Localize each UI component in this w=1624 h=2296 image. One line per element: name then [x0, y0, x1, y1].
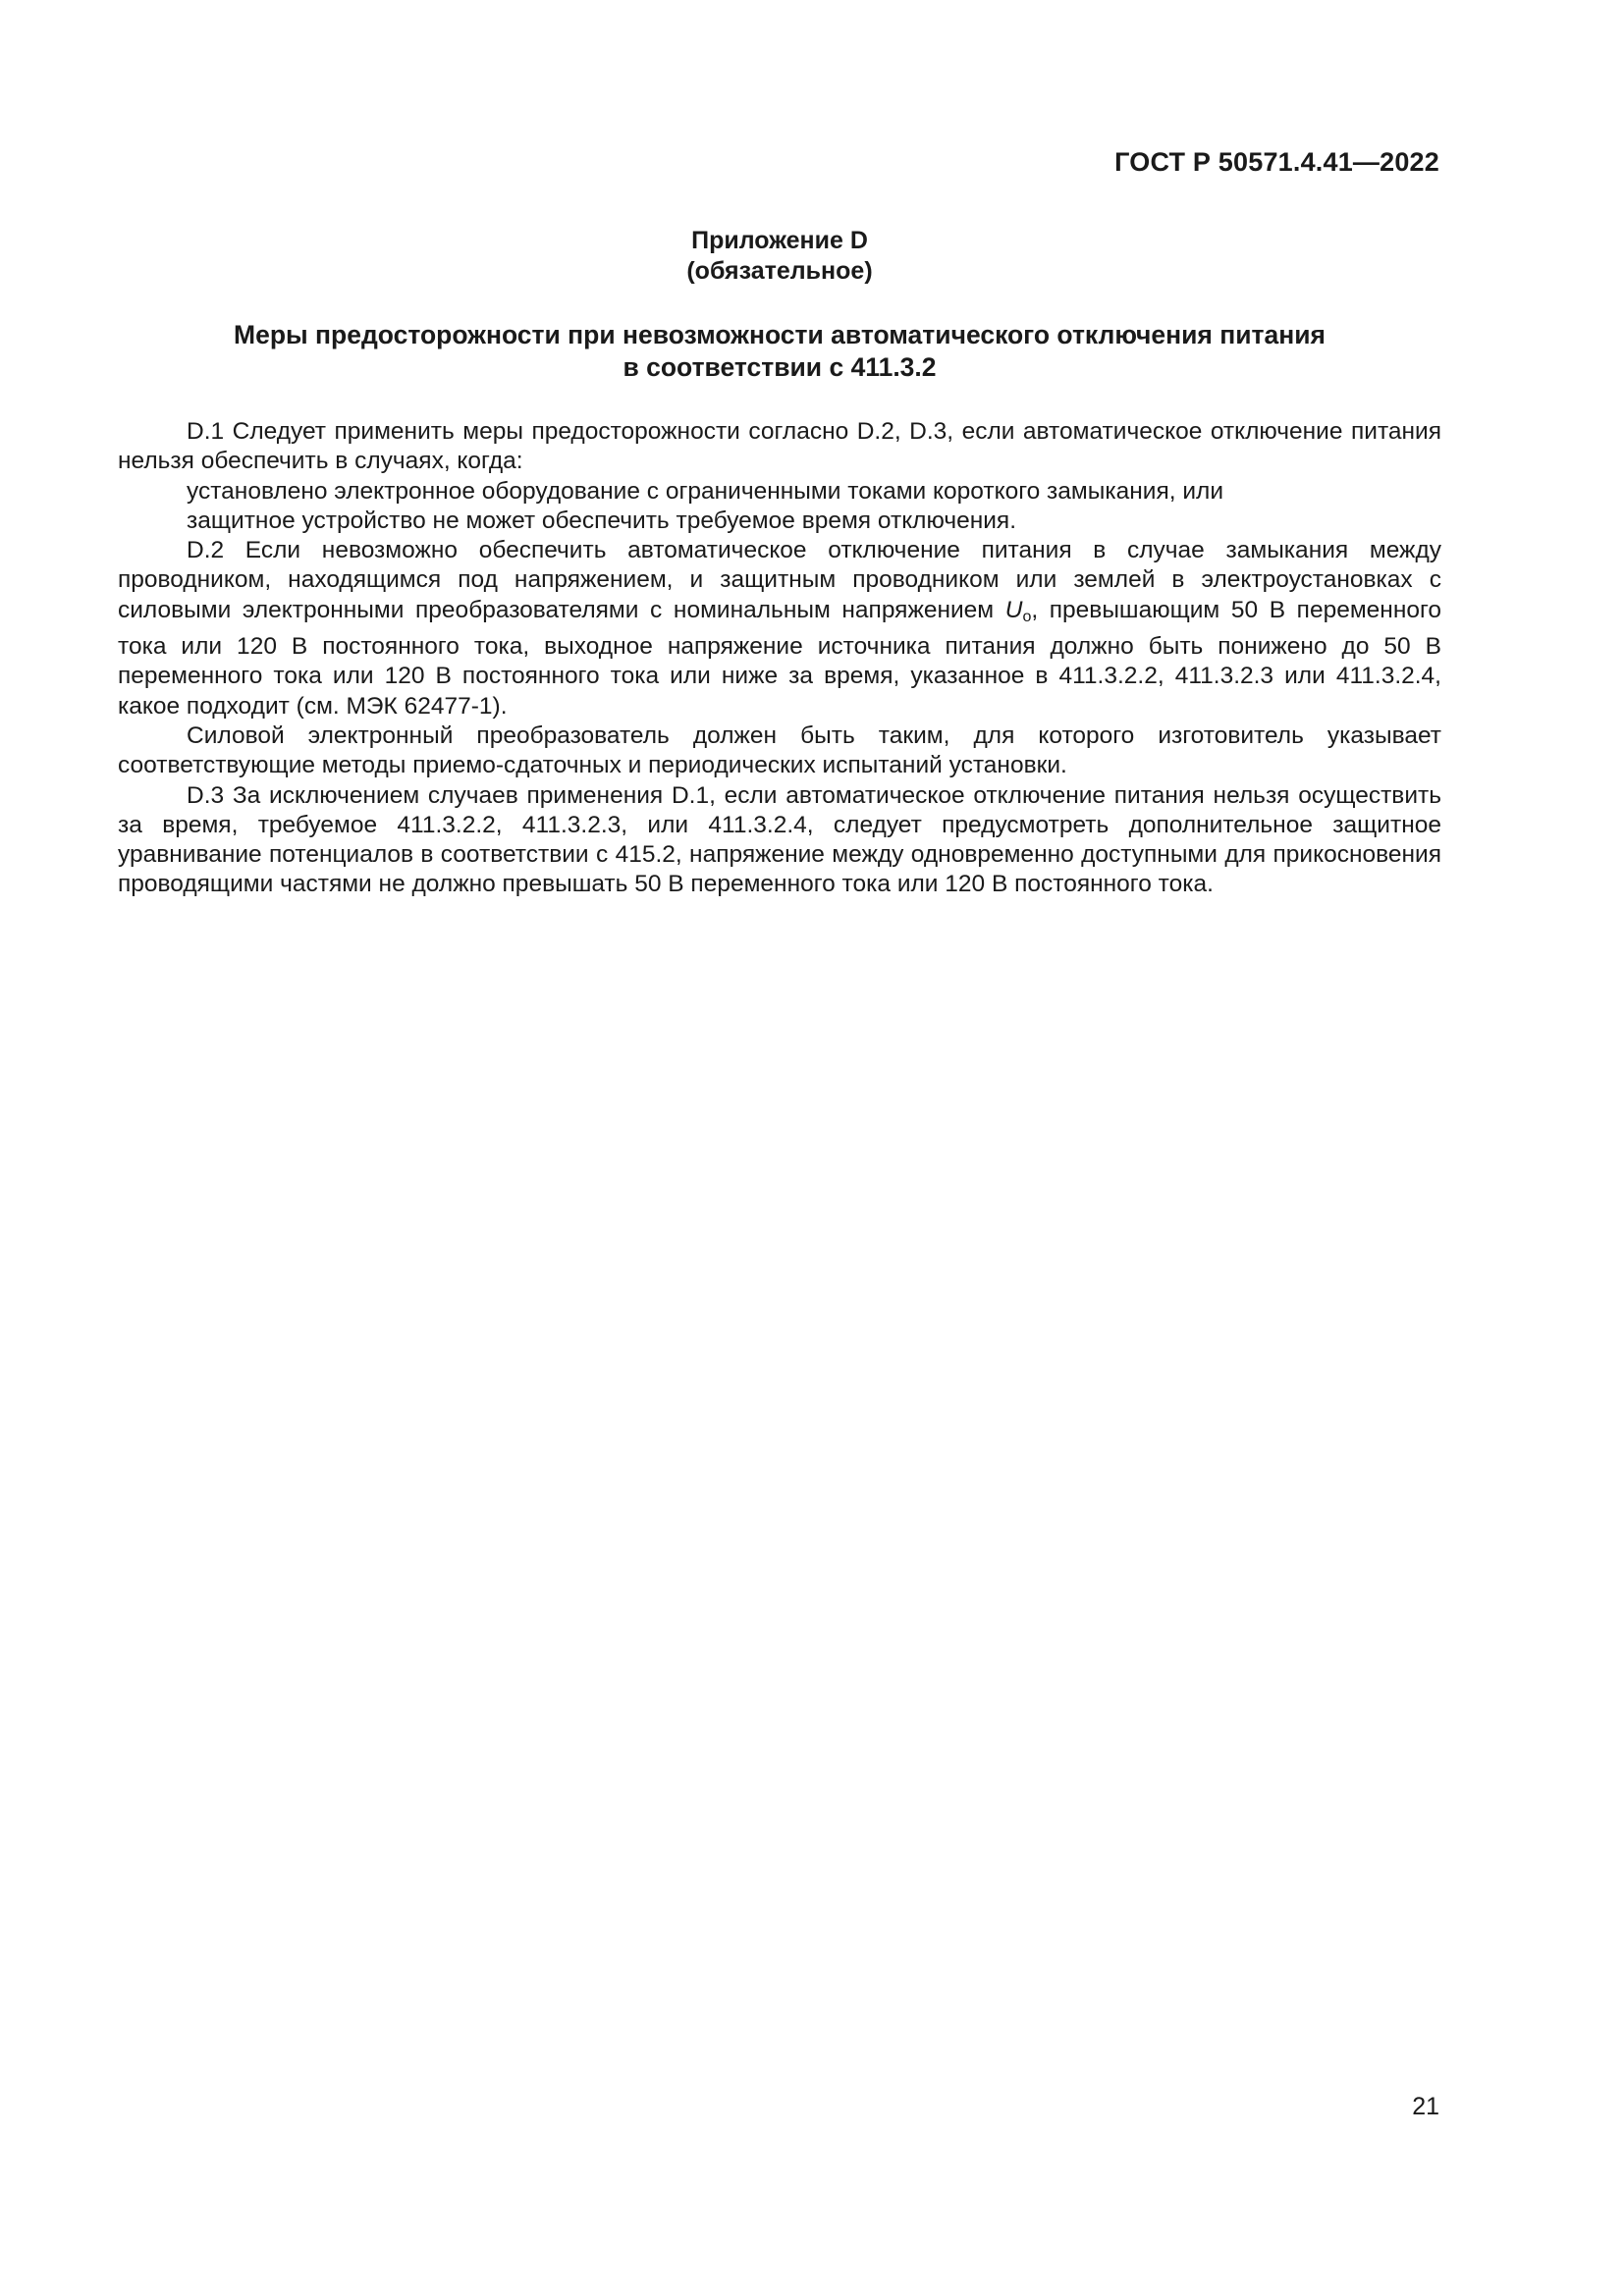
paragraph-d3: D.3 За исключением случаев применения D.1, если автоматическое отключение питания нельзя осуществить за время, требуемое 411.3.2.2, 411.3.2.3, или 411.3.2.4, следует предусмотреть дополнительное защитное уравнивание потенциалов в соответствии с 415.2, напряжение между одновременно доступными для прикосновения проводящими частями не должно превышать 50 В переменного тока или 120 В постоянного тока.: [118, 781, 1441, 898]
paragraph-d1-item-2: защитное устройство не может обеспечить требуемое время отключения.: [187, 507, 1016, 534]
page-number: 21: [1412, 2093, 1439, 2120]
document-code: ГОСТ Р 50571.4.41—2022: [1114, 147, 1439, 177]
paragraph-d2-second: Силовой электронный преобразователь должен быть таким, для которого изготовитель указывает соответствующие методы приемо-сдаточных и периодических испытаний установки.: [118, 721, 1441, 779]
voltage-subscript: o: [1022, 608, 1032, 625]
body-text: [118, 417, 1441, 900]
paragraph-d2-part-1: D.2 Если невозможно обеспечить автоматическое отключение питания в случае замыкания между проводником, находящимся под напряжением, и защитным проводником или землей в электроустановках с силовыми электронными преобразователями с номинальным напряжением: [118, 537, 1441, 623]
paragraph-d2-part-2: , превышающим 50 В переменного тока или 120 В постоянного тока, выходное напряжение источника питания должно быть понижено до 50 В переменного тока или 120 В постоянного тока или ниже за время, указанное в 411.3.2.2, 411.3.2.3 или 411.3.2.4, какое подходит (см. МЭК 62477-1).: [118, 596, 1441, 720]
section-title: [0, 319, 1559, 384]
section-title-line-1: Меры предосторожности при невозможности автоматического отключения питания: [234, 320, 1326, 349]
appendix-label: Приложение D: [691, 227, 868, 254]
appendix-heading: [0, 226, 1559, 287]
section-title-line-2: в соответствии с 411.3.2: [623, 352, 937, 382]
paragraph-d1-item-1: установлено электронное оборудование с ограниченными токами короткого замыкания, или: [187, 477, 1224, 505]
paragraph-d2: [118, 536, 1441, 721]
voltage-symbol: U: [1004, 596, 1023, 623]
appendix-status: (обязательное): [686, 257, 873, 285]
paragraph-d1: D.1 Следует применить меры предосторожности согласно D.2, D.3, если автоматическое отключение питания нельзя обеспечить в случаях, когда:: [118, 418, 1441, 475]
